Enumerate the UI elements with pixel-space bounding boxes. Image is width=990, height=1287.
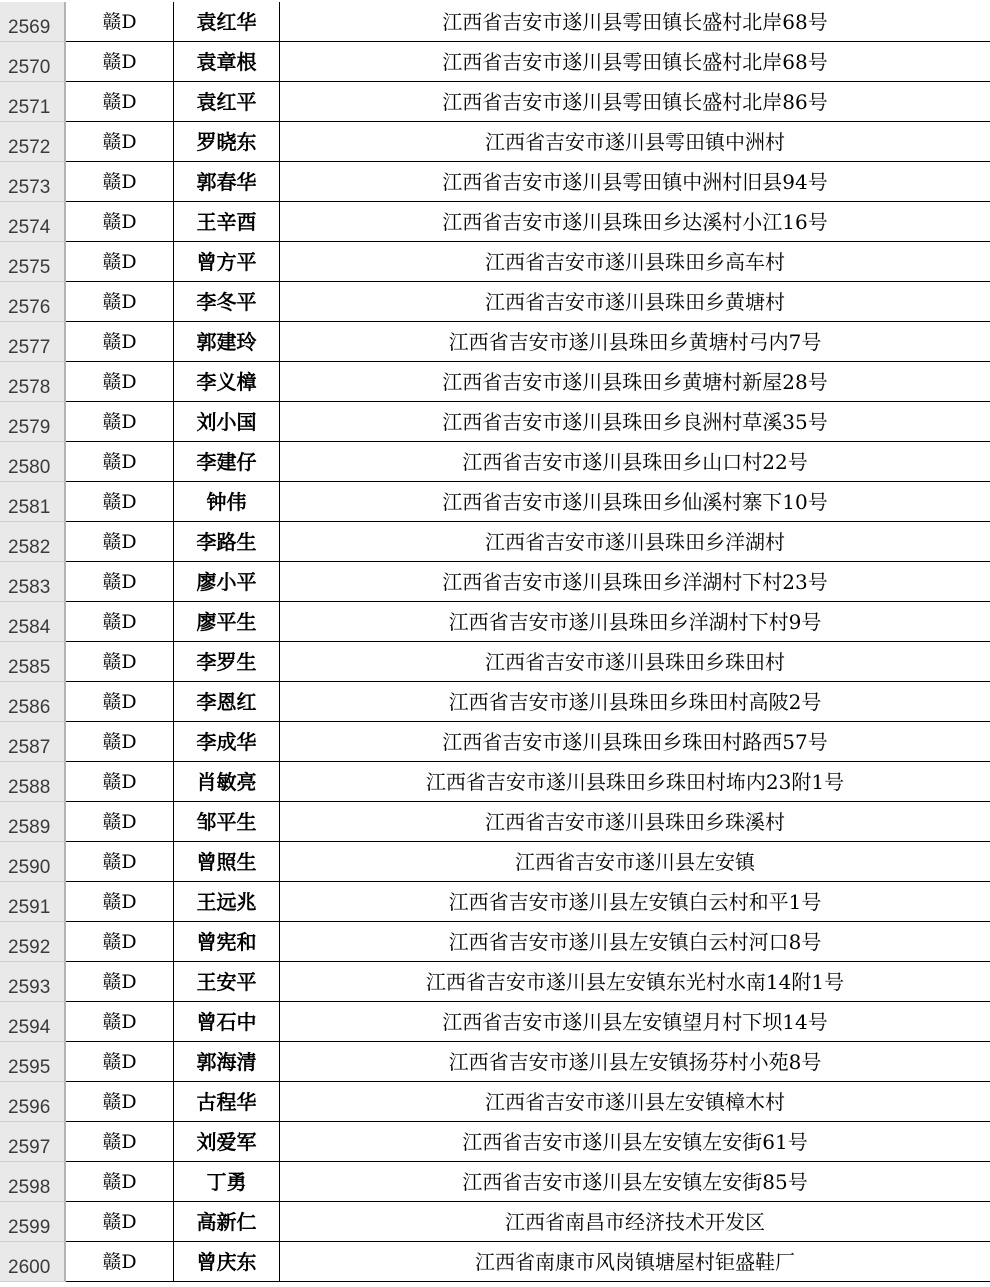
table-row	[0, 442, 990, 482]
row-number-header[interactable]: 2579	[0, 402, 66, 442]
address-cell[interactable]: 江西省吉安市遂川县珠田乡珠溪村	[280, 802, 990, 842]
plate-prefix-cell[interactable]: 赣D	[66, 1002, 174, 1042]
table-row	[0, 722, 990, 762]
plate-prefix-cell[interactable]: 赣D	[66, 482, 174, 522]
owner-name-cell[interactable]: 李罗生	[174, 642, 280, 682]
plate-prefix-cell[interactable]: 赣D	[66, 242, 174, 282]
table-row	[0, 2, 990, 42]
table-row	[0, 362, 990, 402]
owner-name-cell[interactable]: 古程华	[174, 1082, 280, 1122]
address-cell[interactable]: 江西省吉安市遂川县珠田乡黄塘村	[280, 282, 990, 322]
row-number-header[interactable]: 2586	[0, 682, 66, 722]
plate-prefix-cell[interactable]: 赣D	[66, 402, 174, 442]
table-row	[0, 242, 990, 282]
address-cell[interactable]: 江西省吉安市遂川县雩田镇长盛村北岸68号	[280, 42, 990, 82]
plate-prefix-cell[interactable]: 赣D	[66, 1242, 174, 1282]
table-row	[0, 522, 990, 562]
table-row	[0, 762, 990, 802]
owner-name-cell[interactable]: 高新仁	[174, 1202, 280, 1242]
address-cell[interactable]: 江西省吉安市遂川县珠田乡达溪村小江16号	[280, 202, 990, 242]
plate-prefix-cell[interactable]: 赣D	[66, 1162, 174, 1202]
row-number-header[interactable]: 2591	[0, 882, 66, 922]
row-number-header[interactable]: 2598	[0, 1162, 66, 1202]
table-row	[0, 1122, 990, 1162]
plate-prefix-cell[interactable]: 赣D	[66, 162, 174, 202]
plate-prefix-cell[interactable]: 赣D	[66, 602, 174, 642]
table-row	[0, 602, 990, 642]
plate-prefix-cell[interactable]: 赣D	[66, 722, 174, 762]
table-row	[0, 922, 990, 962]
address-cell[interactable]: 江西省吉安市遂川县雩田镇中洲村	[280, 122, 990, 162]
address-cell[interactable]: 江西省吉安市遂川县左安镇白云村河口8号	[280, 922, 990, 962]
owner-name-cell[interactable]: 邹平生	[174, 802, 280, 842]
address-cell[interactable]: 江西省吉安市遂川县珠田乡珠田村高陂2号	[280, 682, 990, 722]
plate-prefix-cell[interactable]: 赣D	[66, 762, 174, 802]
owner-name-cell[interactable]: 肖敏亮	[174, 762, 280, 802]
owner-name-cell[interactable]: 郭建玲	[174, 322, 280, 362]
table-row	[0, 1202, 990, 1242]
address-cell[interactable]: 江西省吉安市遂川县珠田乡黄塘村新屋28号	[280, 362, 990, 402]
table-row	[0, 42, 990, 82]
owner-name-cell[interactable]: 曾方平	[174, 242, 280, 282]
owner-name-cell[interactable]: 郭春华	[174, 162, 280, 202]
table-row	[0, 282, 990, 322]
owner-name-cell[interactable]: 丁勇	[174, 1162, 280, 1202]
owner-name-cell[interactable]: 王安平	[174, 962, 280, 1002]
owner-name-cell[interactable]: 曾照生	[174, 842, 280, 882]
row-number-header[interactable]: 2578	[0, 362, 66, 402]
table-row	[0, 1002, 990, 1042]
plate-prefix-cell[interactable]: 赣D	[66, 962, 174, 1002]
address-cell[interactable]: 江西省吉安市遂川县珠田乡仙溪村寨下10号	[280, 482, 990, 522]
address-cell[interactable]: 江西省吉安市遂川县珠田乡良洲村草溪35号	[280, 402, 990, 442]
plate-prefix-cell[interactable]: 赣D	[66, 562, 174, 602]
owner-name-cell[interactable]: 钟伟	[174, 482, 280, 522]
row-number-header[interactable]: 2587	[0, 722, 66, 762]
row-number-header[interactable]: 2600	[0, 1242, 66, 1282]
owner-name-cell[interactable]: 袁章根	[174, 42, 280, 82]
address-cell[interactable]: 江西省吉安市遂川县雩田镇长盛村北岸68号	[280, 2, 990, 42]
address-cell[interactable]: 江西省吉安市遂川县左安镇望月村下坝14号	[280, 1002, 990, 1042]
table-row	[0, 1042, 990, 1082]
address-cell[interactable]: 江西省南康市风岗镇塘屋村钜盛鞋厂	[280, 1242, 990, 1282]
row-number-header[interactable]: 2569	[0, 2, 66, 42]
plate-prefix-cell[interactable]: 赣D	[66, 682, 174, 722]
plate-prefix-cell[interactable]: 赣D	[66, 522, 174, 562]
owner-name-cell[interactable]: 王辛酉	[174, 202, 280, 242]
plate-prefix-cell[interactable]: 赣D	[66, 122, 174, 162]
plate-prefix-cell[interactable]: 赣D	[66, 1042, 174, 1082]
address-cell[interactable]: 江西省吉安市遂川县雩田镇长盛村北岸86号	[280, 82, 990, 122]
row-number-header[interactable]: 2571	[0, 82, 66, 122]
address-cell[interactable]: 江西省吉安市遂川县珠田乡珠田村㘵内23附1号	[280, 762, 990, 802]
row-number-header[interactable]: 2589	[0, 802, 66, 842]
table-row	[0, 402, 990, 442]
owner-name-cell[interactable]: 刘爱军	[174, 1122, 280, 1162]
address-cell[interactable]: 江西省吉安市遂川县左安镇左安街85号	[280, 1162, 990, 1202]
table-row	[0, 162, 990, 202]
plate-prefix-cell[interactable]: 赣D	[66, 842, 174, 882]
plate-prefix-cell[interactable]: 赣D	[66, 922, 174, 962]
row-number-header[interactable]: 2570	[0, 42, 66, 82]
owner-name-cell[interactable]: 李冬平	[174, 282, 280, 322]
owner-name-cell[interactable]: 李义樟	[174, 362, 280, 402]
table-row	[0, 682, 990, 722]
table-row	[0, 322, 990, 362]
owner-name-cell[interactable]: 曾宪和	[174, 922, 280, 962]
owner-name-cell[interactable]: 罗晓东	[174, 122, 280, 162]
table-row	[0, 1162, 990, 1202]
row-number-header[interactable]: 2585	[0, 642, 66, 682]
owner-name-cell[interactable]: 刘小国	[174, 402, 280, 442]
address-cell[interactable]: 江西省吉安市遂川县珠田乡山口村22号	[280, 442, 990, 482]
row-number-header[interactable]: 2592	[0, 922, 66, 962]
row-number-header[interactable]: 2584	[0, 602, 66, 642]
owner-name-cell[interactable]: 廖小平	[174, 562, 280, 602]
address-cell[interactable]: 江西省吉安市遂川县雩田镇中洲村旧县94号	[280, 162, 990, 202]
plate-prefix-cell[interactable]: 赣D	[66, 1202, 174, 1242]
owner-name-cell[interactable]: 廖平生	[174, 602, 280, 642]
row-number-header[interactable]: 2593	[0, 962, 66, 1002]
table-row	[0, 562, 990, 602]
owner-name-cell[interactable]: 袁红华	[174, 2, 280, 42]
row-number-header[interactable]: 2599	[0, 1202, 66, 1242]
table-row	[0, 482, 990, 522]
table-row	[0, 1242, 990, 1282]
plate-prefix-cell[interactable]: 赣D	[66, 282, 174, 322]
plate-prefix-cell[interactable]: 赣D	[66, 1122, 174, 1162]
address-cell[interactable]: 江西省吉安市遂川县珠田乡珠田村	[280, 642, 990, 682]
address-cell[interactable]: 江西省吉安市遂川县珠田乡洋湖村	[280, 522, 990, 562]
table-row	[0, 802, 990, 842]
table-row	[0, 642, 990, 682]
owner-name-cell[interactable]: 郭海清	[174, 1042, 280, 1082]
address-cell[interactable]: 江西省吉安市遂川县珠田乡高车村	[280, 242, 990, 282]
owner-name-cell[interactable]: 袁红平	[174, 82, 280, 122]
row-number-header[interactable]: 2575	[0, 242, 66, 282]
row-number-header[interactable]: 2574	[0, 202, 66, 242]
row-number-header[interactable]: 2596	[0, 1082, 66, 1122]
table-row	[0, 122, 990, 162]
plate-prefix-cell[interactable]: 赣D	[66, 642, 174, 682]
row-number-header[interactable]: 2594	[0, 1002, 66, 1042]
row-number-header[interactable]: 2583	[0, 562, 66, 602]
plate-prefix-cell[interactable]: 赣D	[66, 202, 174, 242]
table-row	[0, 82, 990, 122]
plate-prefix-cell[interactable]: 赣D	[66, 802, 174, 842]
plate-prefix-cell[interactable]: 赣D	[66, 362, 174, 402]
row-number-header[interactable]: 2588	[0, 762, 66, 802]
address-cell[interactable]: 江西省南昌市经济技术开发区	[280, 1202, 990, 1242]
address-cell[interactable]: 江西省吉安市遂川县左安镇左安街61号	[280, 1122, 990, 1162]
table-row	[0, 842, 990, 882]
owner-name-cell[interactable]: 李路生	[174, 522, 280, 562]
address-cell[interactable]: 江西省吉安市遂川县珠田乡洋湖村下村23号	[280, 562, 990, 602]
address-cell[interactable]: 江西省吉安市遂川县左安镇	[280, 842, 990, 882]
address-cell[interactable]: 江西省吉安市遂川县左安镇扬芬村小苑8号	[280, 1042, 990, 1082]
address-cell[interactable]: 江西省吉安市遂川县左安镇樟木村	[280, 1082, 990, 1122]
row-number-header[interactable]: 2576	[0, 282, 66, 322]
owner-name-cell[interactable]: 李建仔	[174, 442, 280, 482]
owner-name-cell[interactable]: 王远兆	[174, 882, 280, 922]
row-number-header[interactable]: 2580	[0, 442, 66, 482]
plate-prefix-cell[interactable]: 赣D	[66, 882, 174, 922]
row-number-header[interactable]: 2595	[0, 1042, 66, 1082]
row-number-header[interactable]: 2597	[0, 1122, 66, 1162]
plate-prefix-cell[interactable]: 赣D	[66, 42, 174, 82]
row-number-header[interactable]: 2582	[0, 522, 66, 562]
owner-name-cell[interactable]: 李成华	[174, 722, 280, 762]
address-cell[interactable]: 江西省吉安市遂川县珠田乡黄塘村弓内7号	[280, 322, 990, 362]
plate-prefix-cell[interactable]: 赣D	[66, 2, 174, 42]
address-cell[interactable]: 江西省吉安市遂川县左安镇东光村水南14附1号	[280, 962, 990, 1002]
address-cell[interactable]: 江西省吉安市遂川县左安镇白云村和平1号	[280, 882, 990, 922]
plate-prefix-cell[interactable]: 赣D	[66, 442, 174, 482]
row-number-header[interactable]: 2581	[0, 482, 66, 522]
address-cell[interactable]: 江西省吉安市遂川县珠田乡洋湖村下村9号	[280, 602, 990, 642]
row-number-header[interactable]: 2572	[0, 122, 66, 162]
table-row	[0, 202, 990, 242]
table-row	[0, 1082, 990, 1122]
plate-prefix-cell[interactable]: 赣D	[66, 322, 174, 362]
address-cell[interactable]: 江西省吉安市遂川县珠田乡珠田村路西57号	[280, 722, 990, 762]
owner-name-cell[interactable]: 李恩红	[174, 682, 280, 722]
table-row	[0, 962, 990, 1002]
plate-prefix-cell[interactable]: 赣D	[66, 1082, 174, 1122]
plate-prefix-cell[interactable]: 赣D	[66, 82, 174, 122]
row-number-header[interactable]: 2590	[0, 842, 66, 882]
owner-name-cell[interactable]: 曾庆东	[174, 1242, 280, 1282]
row-number-header[interactable]: 2573	[0, 162, 66, 202]
owner-name-cell[interactable]: 曾石中	[174, 1002, 280, 1042]
row-number-header[interactable]: 2577	[0, 322, 66, 362]
table-row	[0, 882, 990, 922]
